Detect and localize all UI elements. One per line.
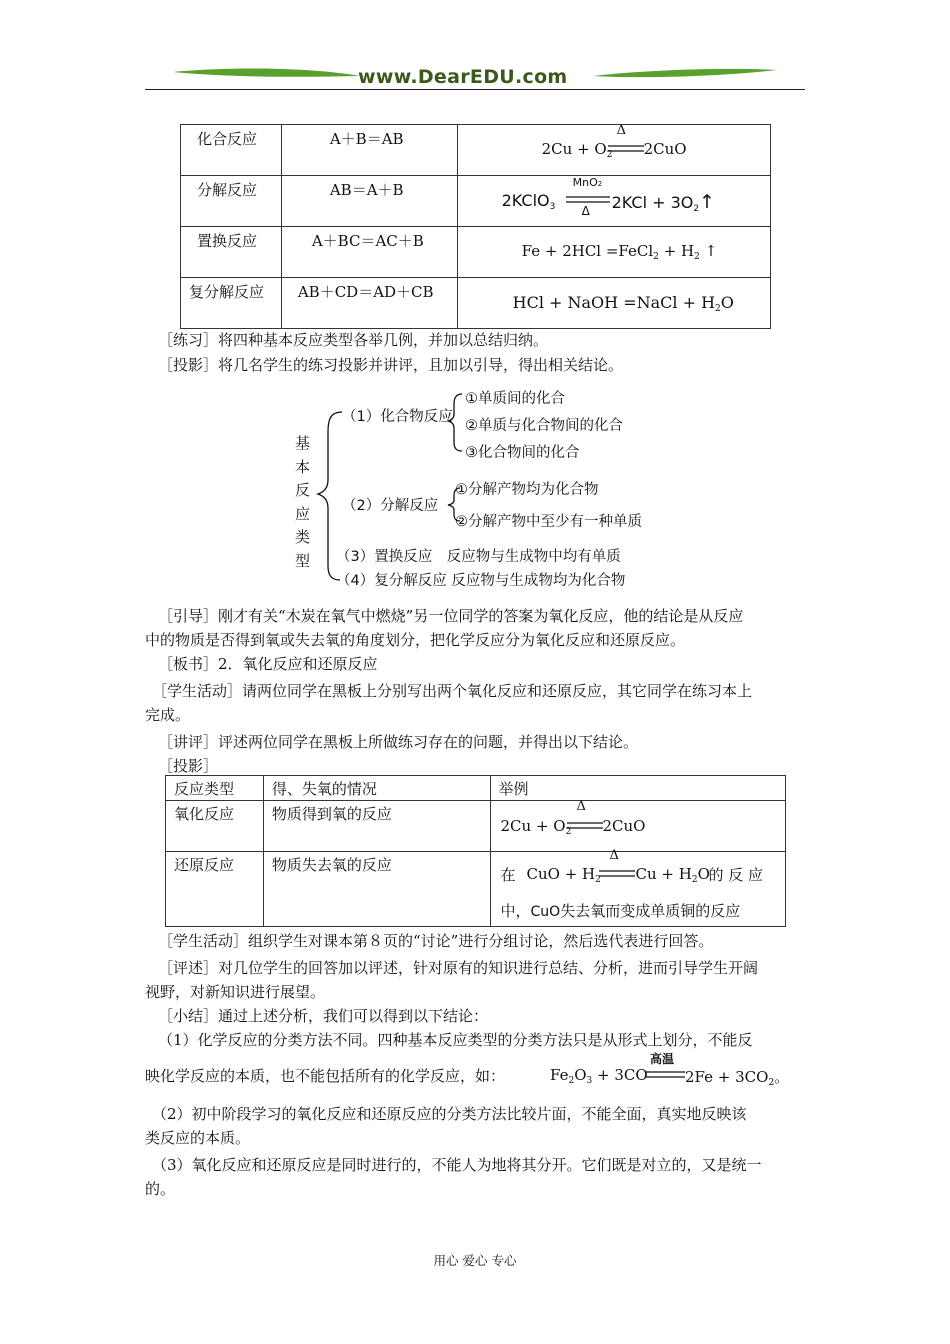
table-row (181, 227, 771, 278)
equals-bar (599, 870, 635, 878)
header-rule (145, 89, 805, 90)
table-row (166, 852, 786, 927)
equation: Fe + 2HCl =FeCl$_2$ + $H_2$ ↑ (521, 242, 718, 262)
conclusion-2: （2）初中阶段学习的氧化反应和还原反应的分类方法比较片面，不能全面，真实地反映该 (152, 1105, 747, 1123)
equals-bar (608, 145, 644, 153)
branch-item: ②单质与化合物间的化合 (465, 418, 623, 434)
desc-label: 物质得到氧的反应 (271, 805, 392, 823)
paragraph-projection-2: ［投影］ (158, 757, 219, 775)
branch-item: ①单质间的化合 (465, 391, 565, 407)
tree-root: 基 本 反 应 类 型 (295, 434, 311, 570)
table-row (166, 801, 786, 852)
branch-item: ③化合物间的化合 (465, 445, 580, 461)
conclusion-2-cont: 类反应的本质。 (145, 1129, 251, 1147)
site-logo[interactable]: www.DearEDU.com (358, 66, 568, 88)
conclusion-3-cont: 的。 (145, 1180, 176, 1198)
paragraph-practice: ［练习］将四种基本反应类型各举几例，并加以总结归纳。 (158, 331, 549, 349)
type-label: 化合反应 (197, 130, 258, 148)
equation-product: $Cu + H_2O$ (635, 865, 710, 885)
equals-bar (566, 196, 610, 204)
branch-double-displacement: （4）复分解反应 反应物与生成物均为化合物 (336, 573, 626, 589)
type-label: 复分解反应 (189, 283, 265, 301)
paragraph-summary: ［小结］通过上述分析，我们可以得到以下结论： (158, 1007, 489, 1025)
text-line: 中，CuO失去氧而变成单质铜的反应 (500, 902, 741, 920)
paragraph-guide-cont: 中的物质是否得到氧或失去氧的角度划分，把化学反应分为氧化反应和还原反应。 (145, 631, 686, 649)
equation-product: 2CuO (602, 817, 646, 835)
desc-label: 物质失去氧的反应 (271, 856, 392, 874)
branch-combination: （1）化合物反应 (342, 409, 453, 425)
column-header: 举例 (498, 780, 529, 798)
formula-cell (281, 125, 457, 176)
equation-cell (457, 125, 770, 176)
paragraph-guide: ［引导］刚才有关“木炭在氧气中燃烧”另一位同学的答案为氧化反应，他的结论是从反应 (158, 607, 744, 625)
formula-label: AB＋CD＝AD＋CB (297, 283, 434, 301)
text-suffix: 的 反 应 (708, 866, 764, 884)
type-label: 氧化反应 (174, 805, 235, 823)
type-label: 置换反应 (197, 232, 258, 250)
table-row (181, 176, 771, 227)
paragraph-board: ［板书］2．氧化反应和还原反应 (158, 655, 378, 673)
formula-label: AB＝A＋B (329, 181, 404, 199)
conclusion-3: （3）氧化反应和还原反应是同时进行的，不能人为地将其分开。它们既是对立的，又是统一 (152, 1156, 762, 1174)
equation: HCl + NaOH =NaCl + H2O (512, 293, 734, 314)
condition-mark: Δ (581, 204, 590, 218)
paragraph-projection: ［投影］将几名学生的练习投影并讲评，且加以引导，得出相关结论。 (158, 356, 624, 374)
page-footer: 用心 爱心 专心 (433, 1253, 517, 1268)
equation-product: 2CuO (643, 140, 687, 158)
condition-mark: Δ (576, 799, 586, 814)
conclusion-1: （1）化学反应的分类方法不同。四种基本反应类型的分类方法只是从形式上划分，不能反 (158, 1031, 753, 1049)
equation: CuO + $H_2$ (526, 865, 601, 885)
paragraph-review-cont: 视野，对新知识进行展望。 (145, 983, 326, 1001)
formula-label: A＋BC＝AC＋B (311, 232, 424, 250)
paragraph-activity: ［学生活动］请两位同学在黑板上分别写出两个氧化反应和还原反应，其它同学在练习本上 (152, 682, 753, 700)
equals-bar (567, 822, 603, 830)
column-header: 反应类型 (174, 780, 235, 798)
branch-item: ①分解产物均为化合物 (455, 482, 599, 498)
equation: $2Cu + O_2$ (541, 140, 613, 160)
equation: $2Cu + O_2$ (500, 817, 572, 837)
equation: 2KClO3 (501, 191, 556, 212)
branch-decomposition: （2）分解反应 (342, 498, 439, 514)
type-label: 还原反应 (174, 856, 235, 874)
paragraph-discussion: ［学生活动］组织学生对课本第８页的“讨论”进行分组讨论，然后选代表进行回答。 (158, 932, 714, 950)
branch-item: ②分解产物中至少有一种单质 (455, 514, 642, 530)
paragraph-activity-cont: 完成。 (145, 706, 191, 724)
branch-displacement: （3）置换反应 反应物与生成物中均有单质 (336, 549, 621, 565)
type-cell (181, 125, 282, 176)
condition-mark: Δ (616, 123, 627, 138)
reaction-types-table (180, 124, 771, 329)
equation-product: 2KCl + 3O2↑ (611, 191, 716, 214)
condition-mark: Δ (609, 848, 619, 863)
type-label: 分解反应 (197, 181, 258, 199)
column-header: 得、失氧的情况 (271, 780, 377, 798)
table-row (181, 278, 771, 329)
conclusion-1-cont: 映化学反应的本质，也不能包括所有的化学反应，如： (145, 1067, 506, 1085)
catalyst-label: MnO2 (572, 176, 603, 189)
paragraph-review: ［评述］对几位学生的回答加以评述，针对原有的知识进行总结、分析，进而引导学生开阔 (158, 959, 759, 977)
text-prefix: 在 (500, 866, 516, 884)
oxidation-reduction-table (165, 775, 786, 927)
condition-high-temp: 高温 (650, 1052, 675, 1066)
table-row (181, 125, 771, 176)
equals-bar (645, 1071, 685, 1079)
formula-label: A＋B＝AB (329, 130, 404, 148)
paragraph-comment: ［讲评］评述两位同学在黑板上所做练习存在的问题，并得出以下结论。 (158, 733, 639, 751)
table-header-row (166, 776, 786, 801)
